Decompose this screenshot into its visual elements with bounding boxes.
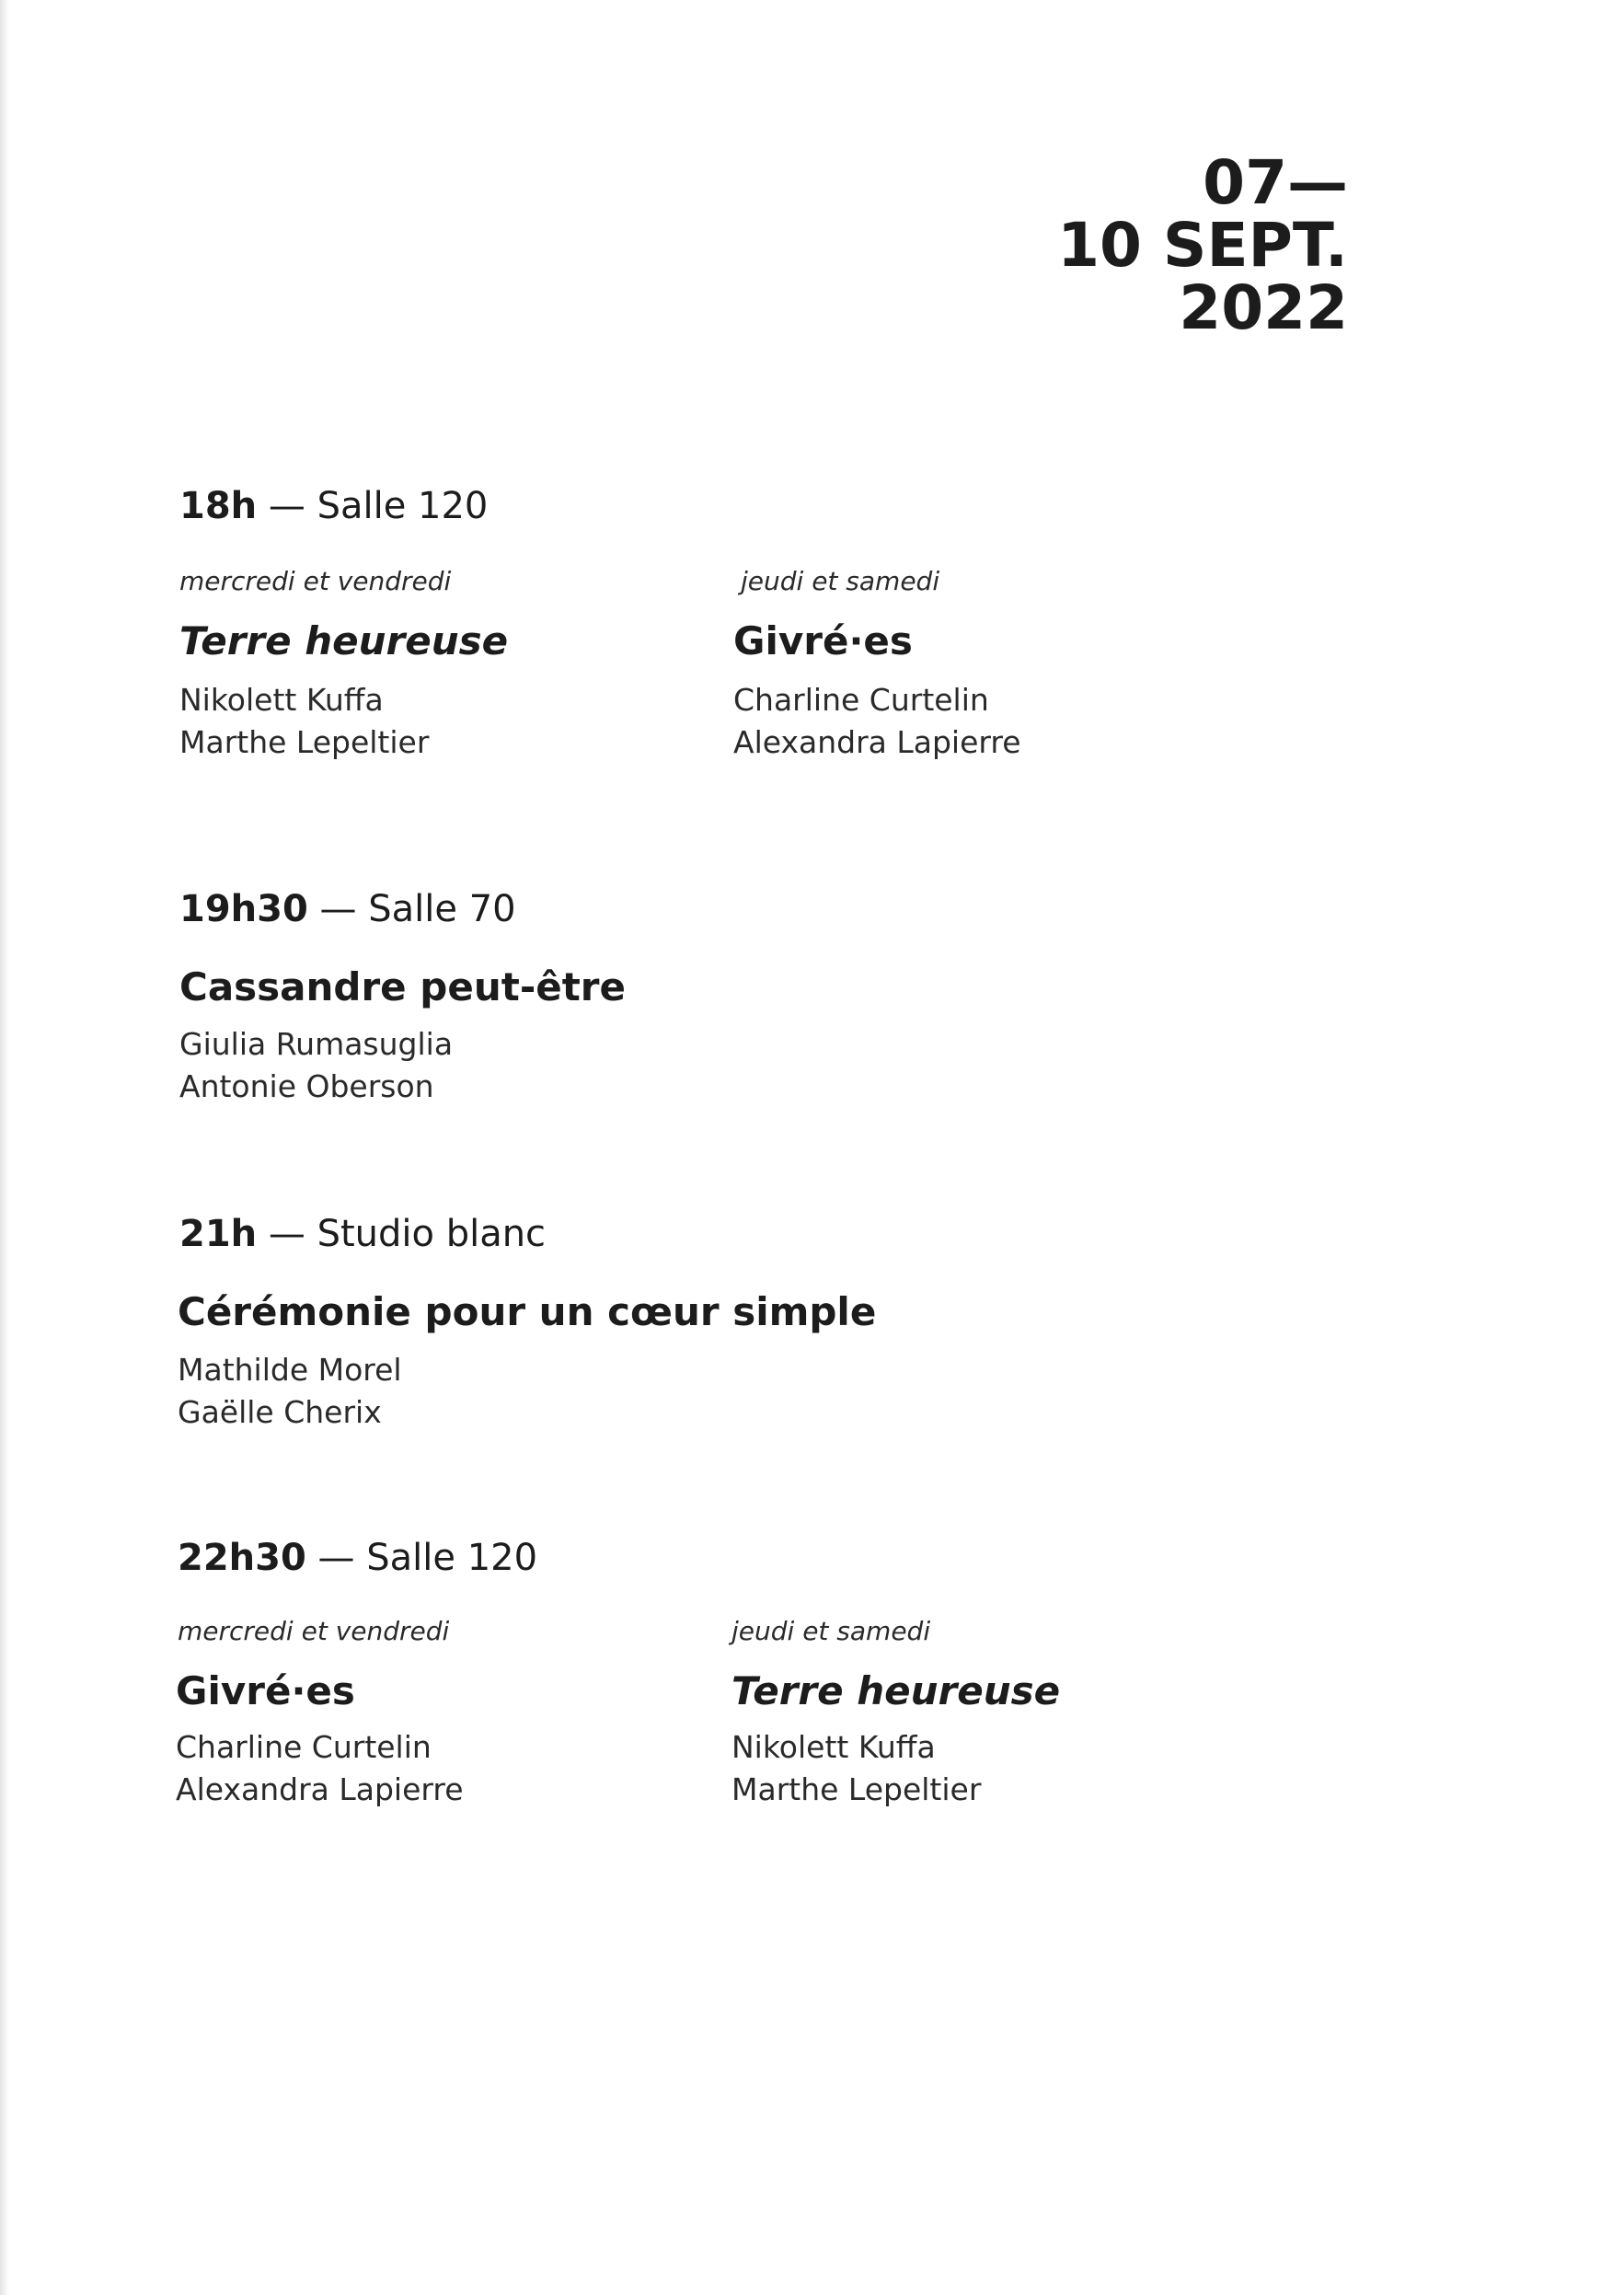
slot-19h30-credits (179, 1023, 453, 1108)
credit-name: Mathilde Morel (178, 1352, 402, 1388)
event-dates (1057, 147, 1348, 343)
credit-name: Nikolett Kuffa (731, 1729, 936, 1765)
slot-18h-right-credits (733, 679, 1021, 764)
slot-venue: — Salle 120 (305, 1537, 538, 1579)
slot-22h30-header (178, 1536, 537, 1580)
slot-time: 19h30 (179, 888, 308, 930)
credit-name: Antonie Oberson (179, 1068, 434, 1104)
slot-22h30-left-days: mercredi et vendredi (178, 1616, 450, 1646)
slot-venue: — Salle 70 (307, 888, 516, 930)
credit-name: Charline Curtelin (176, 1729, 432, 1765)
slot-18h-left-credits (179, 679, 429, 764)
slot-18h-header (179, 484, 488, 528)
credit-name: Charline Curtelin (733, 682, 989, 718)
date-line-2: 10 SEPT. (1057, 210, 1348, 281)
slot-venue: — Studio blanc (257, 1213, 547, 1255)
slot-22h30-right-title: Terre heureuse (731, 1668, 1061, 1713)
credit-name: Marthe Lepeltier (731, 1771, 982, 1807)
credit-name: Gaëlle Cherix (178, 1394, 382, 1430)
date-line-1: 07— (1203, 147, 1348, 218)
credit-name: Alexandra Lapierre (176, 1771, 464, 1807)
slot-22h30-right-credits (731, 1726, 981, 1811)
slot-18h-left-title: Terre heureuse (179, 618, 509, 663)
slot-22h30-left-title: Givré·es (176, 1668, 355, 1713)
slot-18h-right-title: Givré·es (733, 618, 913, 663)
slot-time: 18h (179, 485, 258, 527)
slot-time: 21h (179, 1213, 258, 1255)
credit-name: Alexandra Lapierre (733, 724, 1021, 760)
slot-22h30-right-days: jeudi et samedi (731, 1616, 931, 1646)
slot-19h30-title: Cassandre peut-être (179, 964, 627, 1009)
slot-18h-right-days: jeudi et samedi (741, 566, 940, 596)
slot-21h-header (179, 1212, 546, 1256)
slot-22h30-left-credits (176, 1726, 464, 1811)
slot-18h-left-days: mercredi et vendredi (179, 566, 452, 596)
slot-venue: — Salle 120 (257, 485, 489, 527)
slot-time: 22h30 (178, 1537, 306, 1579)
credit-name: Giulia Rumasuglia (179, 1026, 454, 1062)
credit-name: Marthe Lepeltier (179, 724, 430, 760)
slot-19h30-header (179, 887, 516, 931)
slot-21h-credits (178, 1349, 402, 1434)
slot-21h-title: Cérémonie pour un cœur simple (178, 1289, 877, 1334)
page-edge (0, 0, 9, 2295)
date-line-3: 2022 (1179, 272, 1348, 343)
credit-name: Nikolett Kuffa (179, 682, 384, 718)
